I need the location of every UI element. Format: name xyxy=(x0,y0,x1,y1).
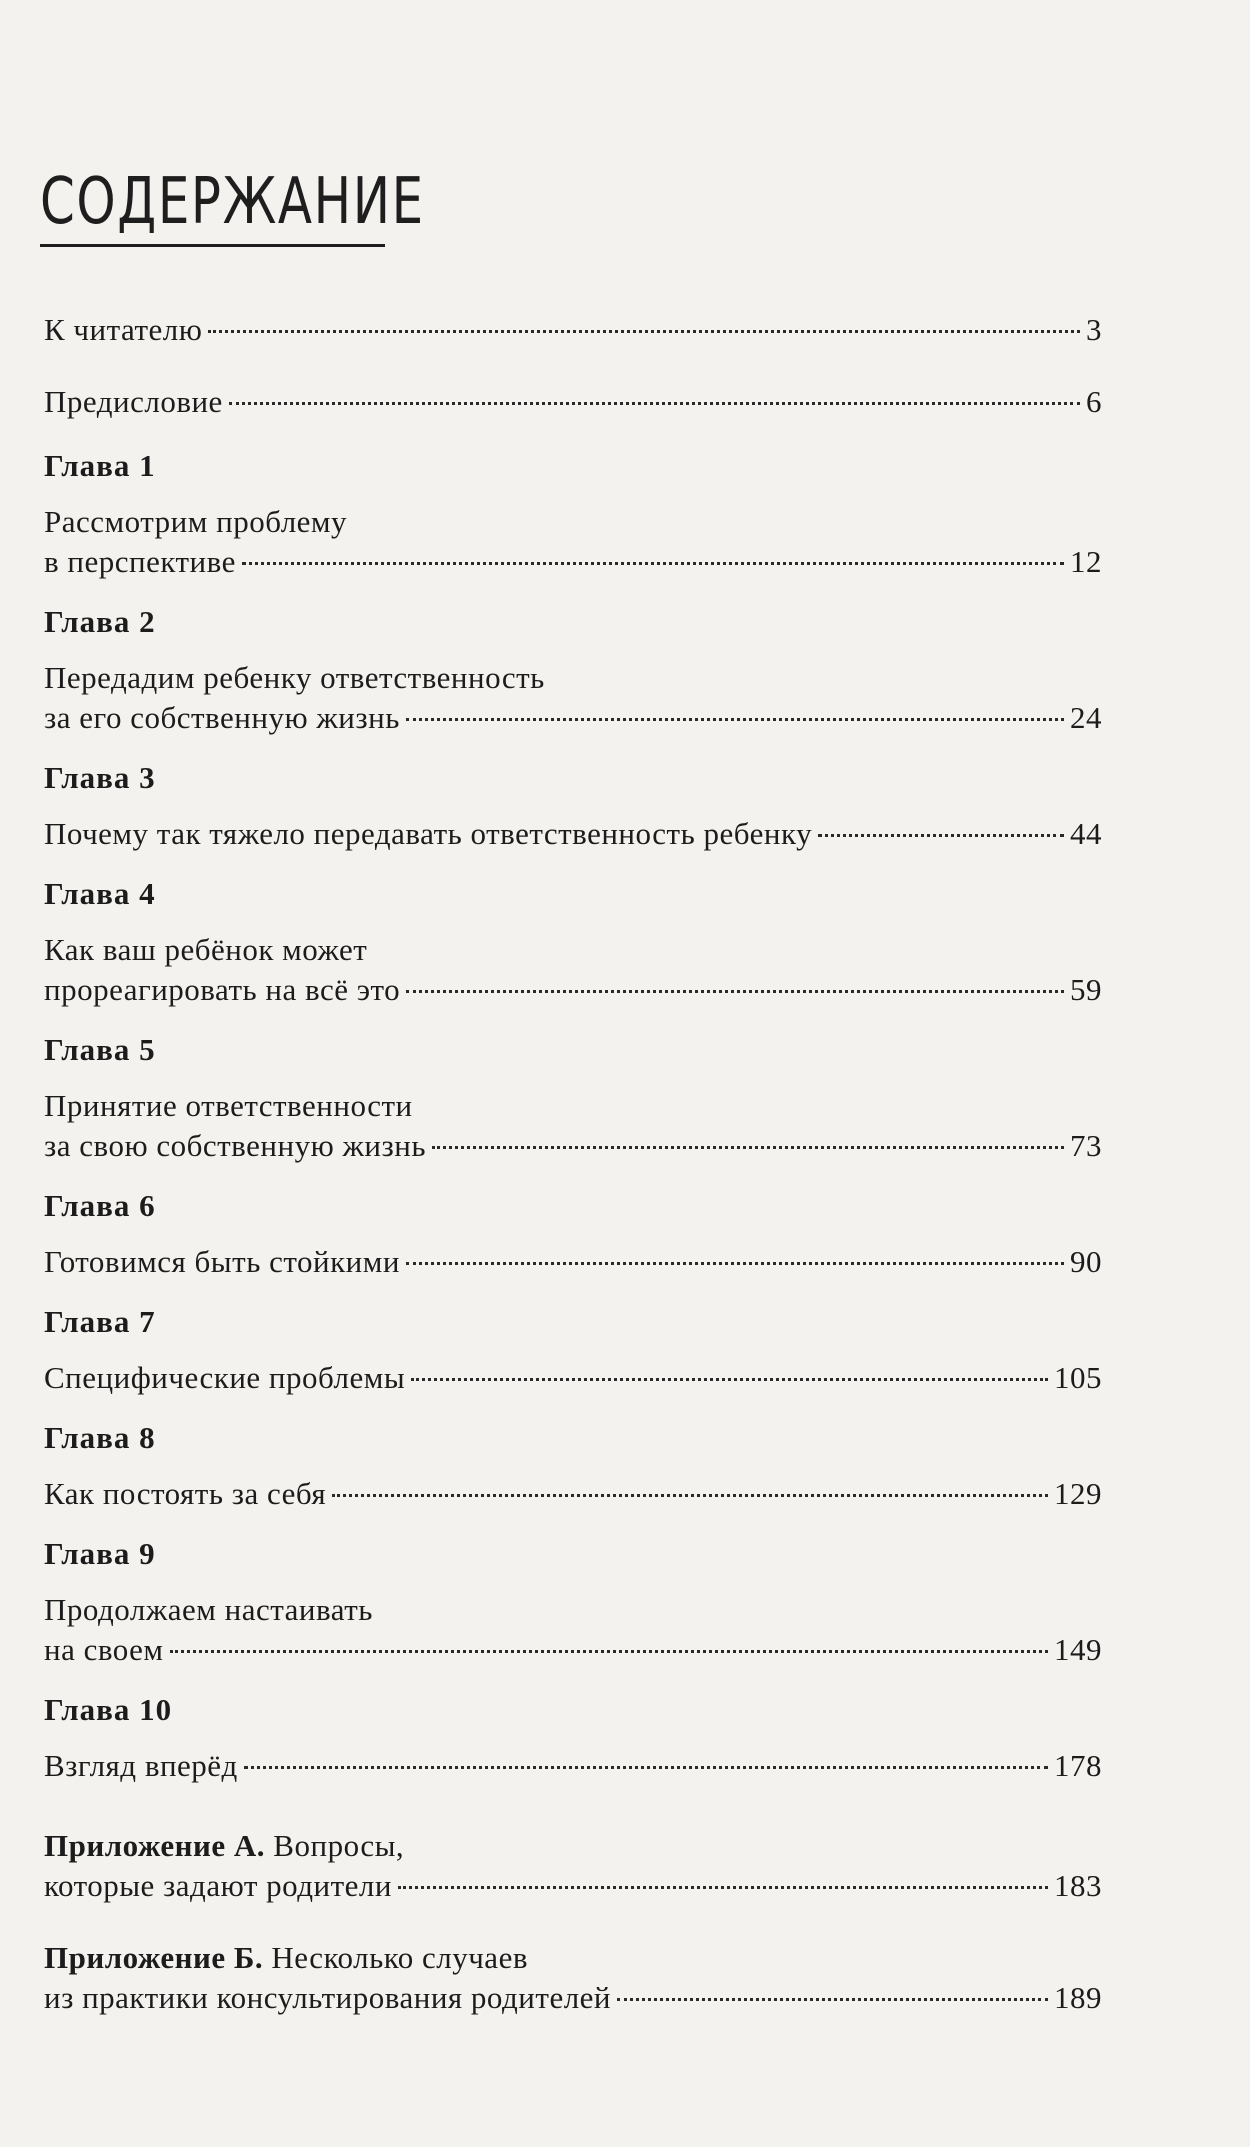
toc-entry-line xyxy=(44,970,1102,1010)
toc-entry xyxy=(44,310,1102,350)
toc-entry-title: Почему так тяжело передавать ответственность ребенку xyxy=(44,816,813,851)
appendix-title-start: Вопросы, xyxy=(273,1828,405,1863)
toc-entry-line xyxy=(44,1630,1102,1670)
toc-page-number: 24 xyxy=(1070,700,1102,735)
toc-entry-line xyxy=(44,1746,1102,1786)
toc-entry-title: Взгляд вперёд xyxy=(44,1748,238,1783)
toc-entry-title: на своем xyxy=(44,1632,164,1667)
toc-entry-appendix xyxy=(44,1938,1102,2018)
toc-entry-title: которые задают родители xyxy=(44,1868,392,1903)
toc-entry-title: Специфические проблемы xyxy=(44,1360,406,1395)
toc-entry xyxy=(44,814,1102,854)
toc-entry-title: Как постоять за себя xyxy=(44,1476,327,1511)
toc-entry-title-line: Продолжаем настаивать xyxy=(44,1592,373,1627)
chapter-heading: Глава 1 xyxy=(44,448,156,483)
toc-page-number: 178 xyxy=(1054,1748,1102,1783)
appendix-label: Приложение А. xyxy=(44,1828,266,1863)
title-underline xyxy=(40,244,385,247)
chapter-heading: Глава 9 xyxy=(44,1536,156,1571)
toc-entry-title-line: Передадим ребенку ответственность xyxy=(44,660,545,695)
dot-leader xyxy=(406,1262,1064,1265)
dot-leader xyxy=(818,834,1064,837)
toc-page-number: 90 xyxy=(1070,1244,1102,1279)
toc-entry-title: Предисловие xyxy=(44,384,223,419)
chapter-heading: Глава 2 xyxy=(44,604,156,639)
toc-entry-line xyxy=(44,814,1102,854)
toc-entry-line xyxy=(44,1126,1102,1166)
page-title: СОДЕРЖАНИЕ xyxy=(40,165,425,239)
toc-entry-line xyxy=(44,1474,1102,1514)
dot-leader xyxy=(411,1378,1048,1381)
chapter-heading: Глава 7 xyxy=(44,1304,156,1339)
dot-leader xyxy=(398,1886,1048,1889)
toc-entry-line xyxy=(44,542,1102,582)
toc-entry xyxy=(44,1746,1102,1786)
chapter-heading: Глава 5 xyxy=(44,1032,156,1067)
toc-entry-title: прореагировать на всё это xyxy=(44,972,401,1007)
dot-leader xyxy=(332,1494,1048,1497)
toc-entry-title-line: Рассмотрим проблему xyxy=(44,504,348,539)
chapter-heading: Глава 4 xyxy=(44,876,156,911)
toc-entry-line xyxy=(44,1978,1102,2018)
toc-entry-title: Готовимся быть стойкими xyxy=(44,1244,400,1279)
chapter-heading: Глава 6 xyxy=(44,1188,156,1223)
toc-entry-line xyxy=(44,1866,1102,1906)
toc-entry-title: за свою собственную жизнь xyxy=(44,1128,426,1163)
toc-entry-title-line: Принятие ответственности xyxy=(44,1088,413,1123)
toc-page-number: 73 xyxy=(1070,1128,1102,1163)
appendix-label: Приложение Б. xyxy=(44,1940,264,1975)
dot-leader xyxy=(208,330,1080,333)
toc-entry xyxy=(44,1590,1102,1670)
toc-entry-line xyxy=(44,1242,1102,1282)
toc-entry xyxy=(44,1474,1102,1514)
dot-leader xyxy=(432,1146,1064,1149)
toc-entry xyxy=(44,502,1102,582)
dot-leader xyxy=(244,1766,1048,1769)
toc-entry-line xyxy=(44,310,1102,350)
dot-leader xyxy=(617,1998,1048,2001)
toc-entry-title-line: Как ваш ребёнок может xyxy=(44,932,368,967)
toc-entry-title: К читателю xyxy=(44,312,203,347)
toc-page-number: 149 xyxy=(1054,1632,1102,1667)
toc-entry-title-line xyxy=(44,1826,1102,1866)
toc-page-number: 44 xyxy=(1070,816,1102,851)
chapter-heading: Глава 3 xyxy=(44,760,156,795)
toc-page-number: 12 xyxy=(1070,544,1102,579)
dot-leader xyxy=(406,990,1064,993)
toc-entry-title: из практики консультирования родителей xyxy=(44,1980,612,2015)
toc-entry xyxy=(44,1086,1102,1166)
toc-page-number: 59 xyxy=(1070,972,1102,1007)
toc-entry xyxy=(44,658,1102,738)
toc-page-number: 189 xyxy=(1054,1980,1102,2015)
chapter-heading: Глава 8 xyxy=(44,1420,156,1455)
toc-page-number: 6 xyxy=(1086,384,1102,419)
toc-entry xyxy=(44,382,1102,422)
toc-page-number: 183 xyxy=(1054,1868,1102,1903)
dot-leader xyxy=(242,562,1064,565)
toc-page-number: 129 xyxy=(1054,1476,1102,1511)
dot-leader xyxy=(229,402,1080,405)
appendix-title-start: Несколько случаев xyxy=(271,1940,528,1975)
table-of-contents xyxy=(44,310,1102,2018)
toc-entry-title: в перспективе xyxy=(44,544,236,579)
toc-entry xyxy=(44,1358,1102,1398)
toc-page-number: 3 xyxy=(1086,312,1102,347)
toc-entry-title: за его собственную жизнь xyxy=(44,700,400,735)
toc-entry-title-line xyxy=(44,1938,1102,1978)
toc-entry-line xyxy=(44,698,1102,738)
dot-leader xyxy=(170,1650,1048,1653)
dot-leader xyxy=(406,718,1064,721)
toc-entry-line xyxy=(44,382,1102,422)
chapter-heading: Глава 10 xyxy=(44,1692,173,1727)
toc-entry-line xyxy=(44,1358,1102,1398)
toc-entry xyxy=(44,930,1102,1010)
toc-page-number: 105 xyxy=(1054,1360,1102,1395)
toc-entry-appendix xyxy=(44,1826,1102,1906)
toc-entry xyxy=(44,1242,1102,1282)
